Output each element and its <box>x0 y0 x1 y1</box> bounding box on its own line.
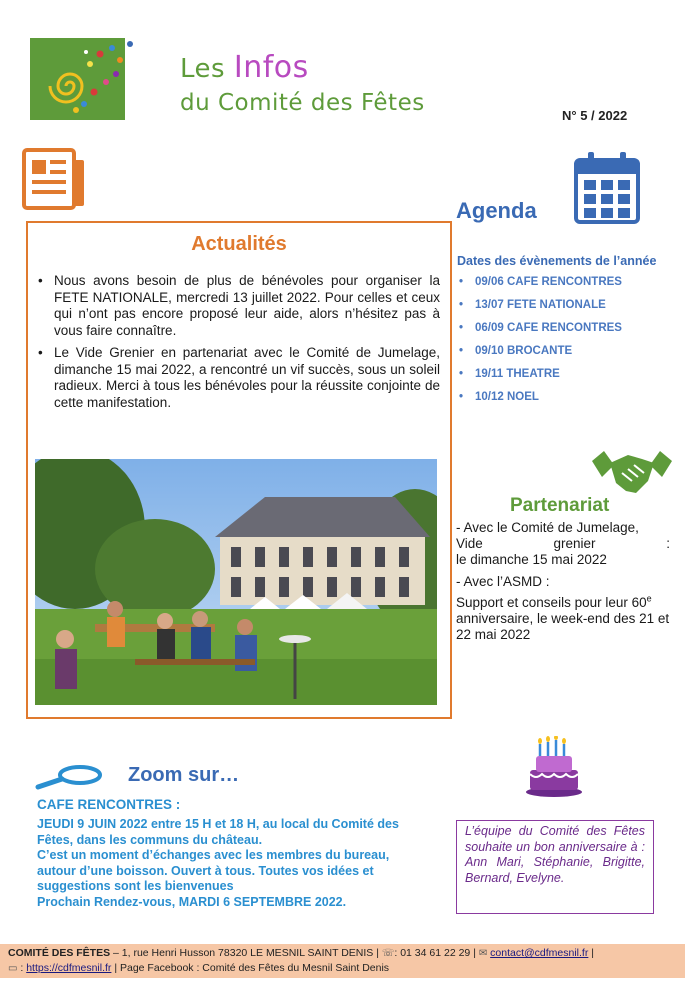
newsletter-title: Les Infos <box>180 50 309 85</box>
footer-org: COMITÉ DES FÊTES <box>8 947 111 959</box>
website-link[interactable]: https://cdfmesnil.fr <box>26 962 112 974</box>
email-icon: ✉ <box>478 948 488 959</box>
footer-line-1: COMITÉ DES FÊTES – 1, rue Henri Husson 78320 LE MESNIL SAINT DENIS | ☏: 01 34 61 22 29 | ✉ contact@cdfmesnil.fr | <box>8 947 595 959</box>
list-item: • 10/12 NOEL <box>457 391 622 414</box>
cake-icon <box>524 736 584 798</box>
web-icon: ▭ <box>8 963 18 974</box>
phone-icon: ☏ <box>381 948 395 959</box>
list-item: • Nous avons besoin de plus de bénévoles pour organiser la FETE NATIONALE, mercredi 13 juillet 2022. Pour celles et ceux qui n’ont pas encore proposé leur aide, alors n’hésitez pas à vous faire connaître. <box>36 273 440 339</box>
agenda-list <box>457 276 622 414</box>
zoom-title: Zoom sur… <box>128 764 240 786</box>
newsletter-subtitle: du Comité des Fêtes <box>180 90 425 116</box>
issue-number: N° 5 / 2022 <box>562 108 628 123</box>
logo-spiral-icon <box>30 34 140 120</box>
logo <box>30 38 125 120</box>
agenda-subtitle: Dates des évènements de l’année <box>457 254 657 268</box>
list-item: • 19/11 THEATRE <box>457 368 622 391</box>
partenariat-line: le dimanche 15 mai 2022 <box>456 552 607 567</box>
partenariat-line: - Avec l’ASMD : <box>456 574 550 589</box>
event-photo <box>35 459 437 705</box>
list-item: • 06/09 CAFE RENCONTRES <box>457 322 622 345</box>
list-item: • Le Vide Grenier en partenariat avec le Comité de Jumelage, dimanche 15 mai 2022, a rencontré un vif succès, sous un soleil radieux. Merci à tous les bénévoles pour la réussite conjointe de cette manifestation. <box>36 345 440 411</box>
list-item: • 09/10 BROCANTE <box>457 345 622 368</box>
zoom-subtitle: CAFE RENCONTRES : <box>37 797 181 812</box>
calendar-icon <box>574 150 640 224</box>
zoom-line: Prochain Rendez-vous, MARDI 6 SEPTEMBRE 2022. <box>37 894 347 909</box>
email-link[interactable]: contact@cdfmesnil.fr <box>490 947 589 959</box>
actualites-list <box>36 273 440 417</box>
handshake-icon <box>592 447 672 497</box>
footer <box>0 944 685 978</box>
newspaper-icon <box>22 148 86 210</box>
list-item: • 13/07 FETE NATIONALE <box>457 299 622 322</box>
footer-phone: : 01 34 61 22 29 | <box>394 947 479 959</box>
partenariat-text <box>456 520 670 649</box>
zoom-body <box>37 817 417 910</box>
magnifier-icon <box>34 764 104 790</box>
list-item: • 09/06 CAFE RENCONTRES <box>457 276 622 299</box>
actualites-box <box>26 221 452 719</box>
zoom-line: JEUDI 9 JUIN 2022 entre 15 H et 18 H, au local du Comité des Fêtes, dans les communs du château. <box>37 817 399 847</box>
birthday-text: L’équipe du Comité des Fêtes souhaite un bon anniversaire à : Ann Mari, Stéphanie, Brigitte, Bernard, Evelyne. <box>465 824 645 885</box>
partenariat-title: Partenariat <box>510 495 610 516</box>
footer-facebook: | Page Facebook : Comité des Fêtes du Mesnil Saint Denis <box>111 962 390 974</box>
footer-line-2: ▭ : https://cdfmesnil.fr | Page Facebook : Comité des Fêtes du Mesnil Saint Denis <box>8 962 390 974</box>
agenda-title: Agenda <box>456 198 537 223</box>
birthday-box <box>456 820 654 914</box>
actualites-title: Actualités <box>191 233 287 255</box>
partenariat-line: - Avec le Comité de Jumelage, <box>456 520 639 535</box>
title-infos: Infos <box>233 50 309 85</box>
zoom-line: C’est un moment d’échanges avec les membres du bureau, autour d’une boisson. Ouvert à tous. Toutes vos idées et suggestions sont les bienvenues <box>37 848 390 893</box>
partenariat-line: Vide grenier : <box>456 536 670 551</box>
partenariat-line: Support et conseils pour leur 60e anniversaire, le week-end des 21 et 22 mai 2022 <box>456 593 670 642</box>
